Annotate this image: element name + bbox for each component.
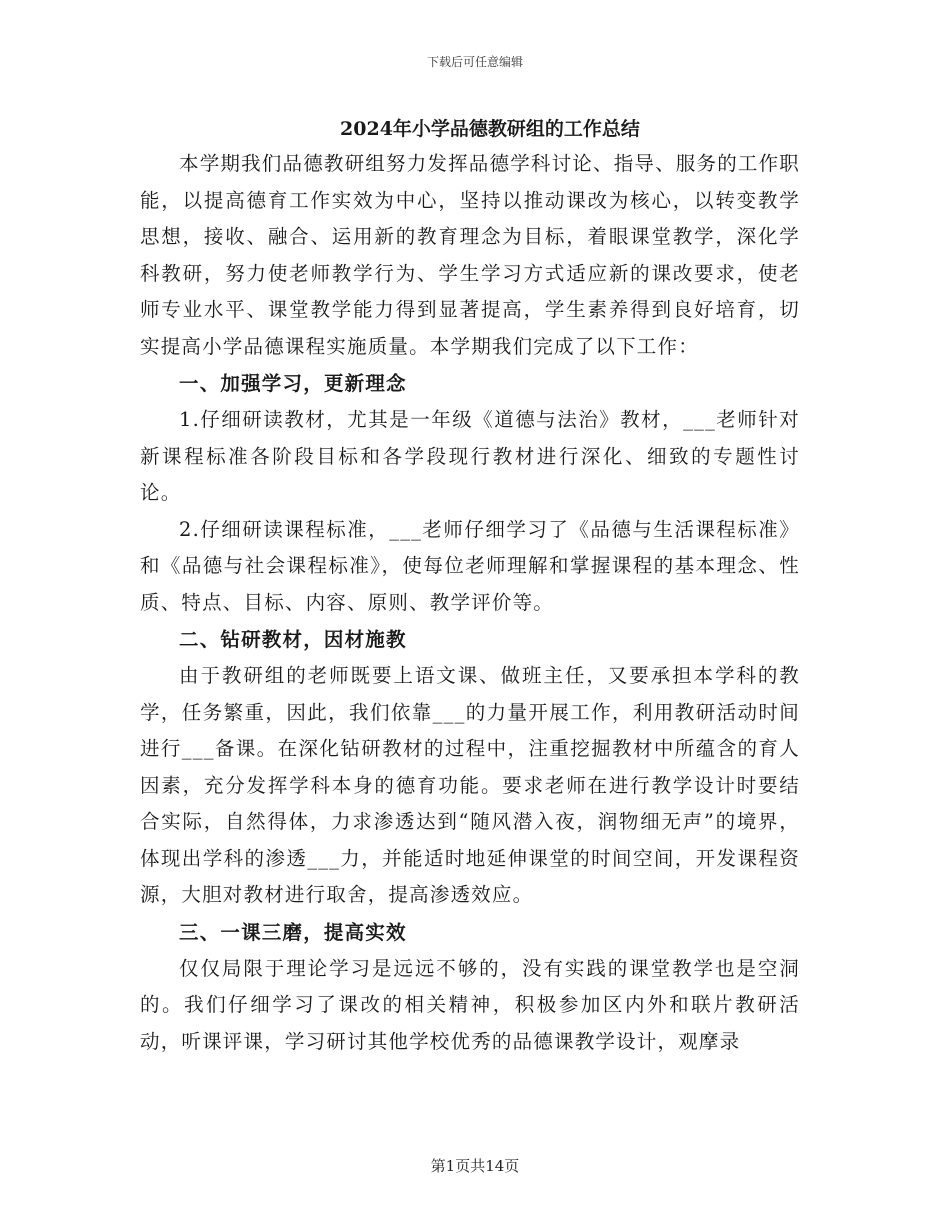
page-footer: 第1页共14页 bbox=[430, 1157, 520, 1175]
section-heading-3: 三、一课三磨，提高实效 bbox=[179, 920, 407, 944]
section-3-paragraph: 仅仅局限于理论学习是远远不够的，没有实践的课堂教学也是空洞的。我们仔细学习了课改的相关精神，积极参加区内外和联片教研活动，听课评课，学习研讨其他学校优秀的品德课教学设计，观摩录 bbox=[140, 956, 800, 1053]
section-2-paragraph: 由于教研组的老师既要上语文课、做班主任，又要承担本学科的教学，任务繁重，因此，我们依靠___的力量开展工作，利用教研活动时间进行___备课。在深化钻研教材的过程中，注重挖掘教材中所蕴含的育人因素，充分发挥学科本身的德育功能。要求老师在进行教学设计时要结合实际，自然得体，力求渗透达到“随风潜入夜，润物细无声”的境界，体现出学科的渗透___力，并能适时地延伸课堂的时间空间，开发课程资源，大胆对教材进行取舍，提高渗透效应。 bbox=[140, 664, 800, 906]
header-note: 下载后可任意编辑 bbox=[426, 55, 523, 69]
intro-paragraph: 本学期我们品德教研组努力发挥品德学科讨论、指导、服务的工作职能，以提高德育工作实效为中心，坚持以推动课改为核心，以转变教学思想，接收、融合、运用新的教育理念为目标，着眼课堂教学，深化学科教研，努力使老师教学行为、学生学习方式适应新的课改要求，使老师专业水平、课堂教学能力得到显著提高，学生素养得到良好培育，切实提高小学品德课程实施质量。本学期我们完成了以下工作： bbox=[140, 152, 801, 358]
section-1-item-1: 1.仔细研读教材，尤其是一年级《道德与法治》教材，___老师针对新课程标准各阶段目标和各学段现行教材进行深化、细致的专题性讨论。 bbox=[140, 408, 800, 504]
section-heading-2: 二、钻研教材，因材施教 bbox=[179, 628, 407, 651]
section-heading-1: 一、加强学习，更新理念 bbox=[179, 372, 407, 395]
document-body bbox=[140, 112, 800, 1060]
document-title: 2024年小学品德教研组的工作总结 bbox=[340, 118, 640, 140]
section-1-item-2: 2.仔细研读课程标准，___老师仔细学习了《品德与生活课程标准》和《品德与社会课程标准》，使每位老师理解和掌握课程的基本理念、性质、特点、目标、内容、原则、教学评价等。 bbox=[140, 517, 800, 614]
